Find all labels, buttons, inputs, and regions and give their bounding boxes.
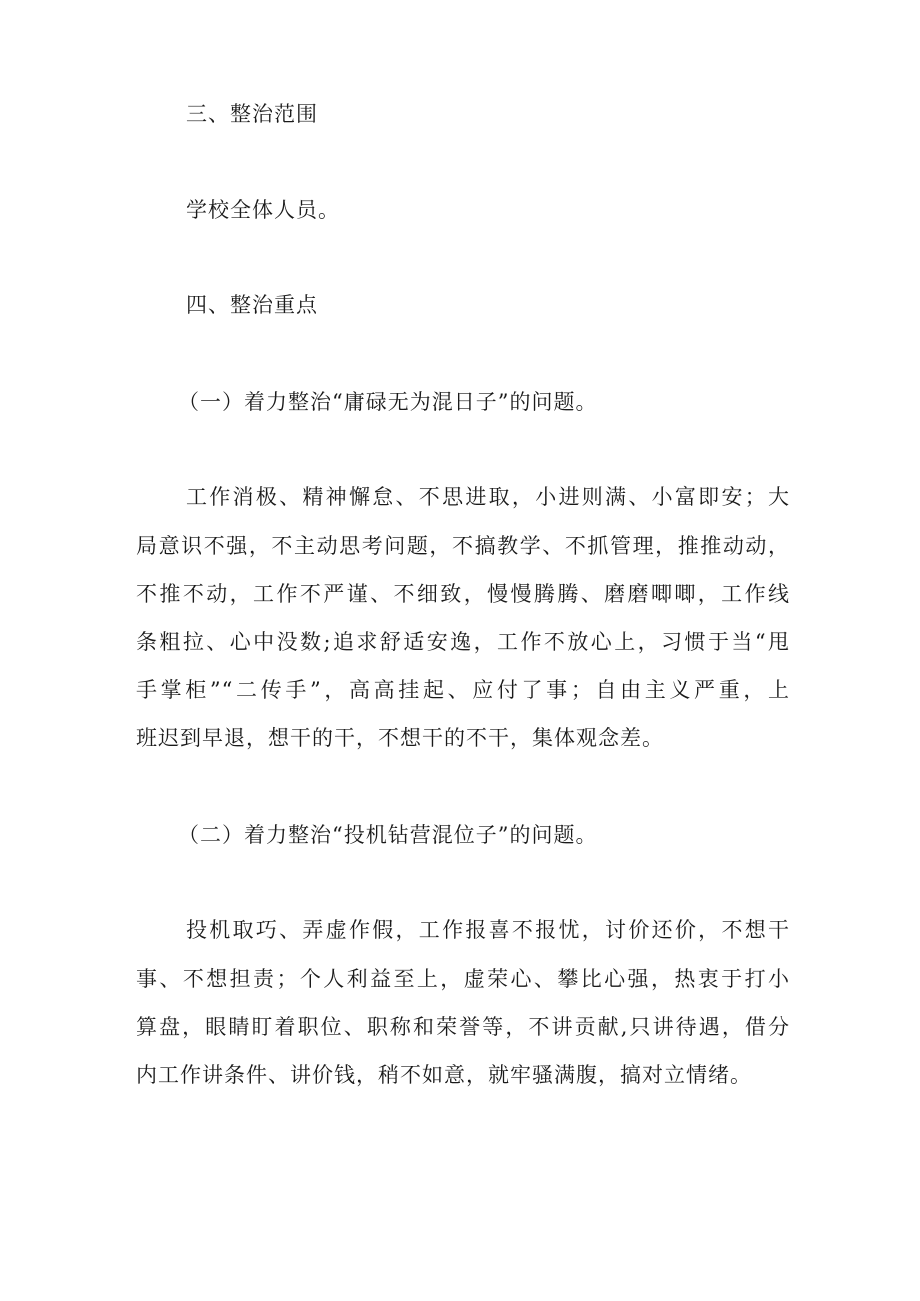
- subsection-title-2: （二）着力整治“投机钻营混位子”的问题。: [178, 823, 598, 847]
- paragraph-line: 算盘，眼睛盯着职位、职称和荣誉等，不讲贡献,只讲待遇，借分: [136, 1015, 790, 1039]
- paragraph-line: 不推不动，工作不严谨、不细致，慢慢腾腾、磨磨唧唧，工作线: [136, 582, 790, 606]
- paragraph-line: 工作消极、精神懈怠、不思进取，小进则满、小富即安；大: [186, 485, 790, 509]
- section-heading-scope: 三、整治范围: [186, 102, 318, 126]
- section-body-scope: 学校全体人员。: [186, 198, 340, 222]
- subsection-title-1: （一）着力整治“庸碌无为混日子”的问题。: [178, 390, 598, 414]
- paragraph-line: 事、不想担责；个人利益至上，虚荣心、攀比心强，热衷于打小: [136, 967, 790, 991]
- paragraph-line: 手掌柜”“二传手”，高高挂起、应付了事；自由主义严重，上: [136, 678, 790, 702]
- paragraph-1: [136, 487, 790, 757]
- paragraph-line: 内工作讲条件、讲价钱，稍不如意，就牢骚满腹，搞对立情绪。: [136, 1063, 752, 1087]
- paragraph-line: 条粗拉、心中没数;追求舒适安逸，工作不放心上，习惯于当“甩: [136, 630, 790, 654]
- paragraph-line: 班迟到早退，想干的干，不想干的不干，集体观念差。: [136, 726, 664, 750]
- paragraph-line: 投机取巧、弄虚作假，工作报喜不报忧，讨价还价，不想干: [186, 918, 790, 942]
- paragraph-line: 局意识不强，不主动思考问题，不搞教学、不抓管理，推推动动，: [136, 534, 790, 558]
- paragraph-2: [136, 920, 790, 1100]
- section-heading-focus: 四、整治重点: [186, 293, 318, 317]
